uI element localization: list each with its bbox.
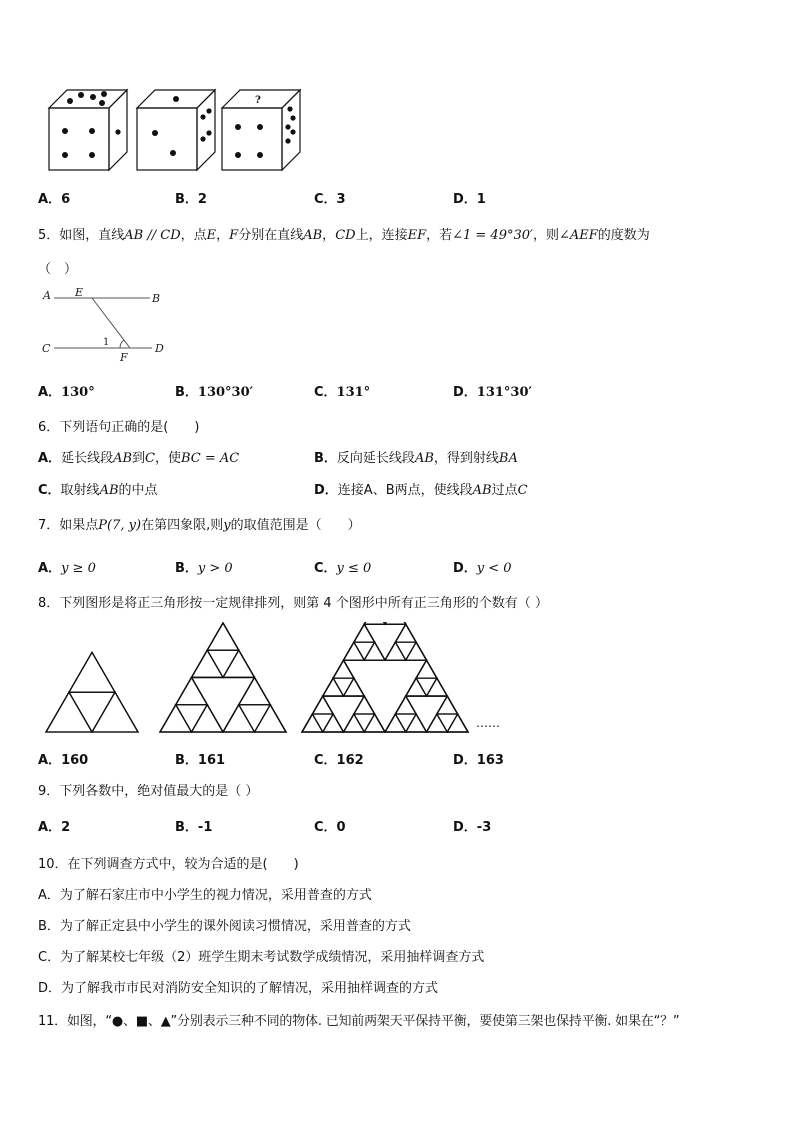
q8-option-a: A．160 [38,753,89,768]
label-angle-1: 1 [103,337,110,348]
triangle-shape [302,714,323,732]
triangle-shape [354,642,375,660]
triangle-shape [302,622,468,732]
dice-figure [45,85,315,175]
q8-option-b: B．161 [175,753,226,768]
triangle-shape [333,660,354,678]
triangle-shape [92,692,138,732]
triangle-shape [364,622,385,624]
q6-stem: 6．下列语句正确的是( ) [38,420,200,435]
triangle-shape [223,650,255,677]
triangle-shape [385,622,406,624]
triangle-shape [406,678,427,696]
triangle-shape [416,660,437,678]
q7-option-a: A．y ≥ 0 [38,561,96,576]
triangle-shape [427,678,448,696]
q8-option-c: C．162 [314,753,364,768]
q6-option-b: B．反向延长线段AB，得到射线BA [314,451,518,466]
label-b: B [152,292,161,305]
q4-option-b: B．2 [175,192,207,207]
q5-option-c: C．131° [314,385,371,400]
q6-option-c: C．取射线AB的中点 [38,483,158,498]
q4-option-a: A．6 [38,192,71,207]
die-3 [222,90,300,170]
triangle-shape [364,714,385,732]
triangle-shape [192,650,224,677]
triangle-shape [207,650,239,677]
triangle-shape [354,624,375,642]
triangle-shape [69,692,115,732]
triangle-shape [192,705,224,732]
label-e: E [75,287,84,299]
triangle-shape [344,678,365,696]
q9-option-a: A．2 [38,820,71,835]
q9-option-d: D．-3 [453,820,492,835]
q7-option-c: C．y ≤ 0 [314,561,372,576]
q5-stem: 5．如图，直线AB // CD，点E，F分别在直线AB，CD上，连接EF，若∠1 = 49°30′，则∠AEF的度数为 [38,228,650,243]
label-c: C [42,342,51,355]
triangle-shape [223,705,255,732]
triangle-pattern-figure [40,622,520,737]
triangle-shape [406,642,427,660]
triangle-shape [395,696,416,714]
q8-option-d: D．163 [453,753,504,768]
q10-option-c: C．为了解某校七年级（2）班学生期末考试数学成绩情况，采用抽样调查方式 [38,950,485,965]
triangle-shape [239,705,271,732]
q9-stem: 9．下列各数中，绝对值最大的是（ ） [38,784,259,799]
q7-option-d: D．y < 0 [453,561,512,576]
triangle-shape [239,677,271,704]
q6-option-a: A．延长线段AB到C，使BC = AC [38,451,240,466]
q10-option-b: B．为了解正定县中小学生的课外阅读习惯情况，采用普查的方式 [38,919,411,934]
q5-option-b: B．130°30′ [175,385,254,400]
triangle-shape [160,705,192,732]
q6-option-d: D．连接A、B两点，使线段AB过点C [314,483,528,498]
triangle-shape [344,714,365,732]
triangle-shape [385,642,406,660]
triangle-shape [354,714,375,732]
triangle-shape [385,714,406,732]
triangle-shape [447,714,468,732]
triangle-shape [427,714,448,732]
triangle-shape [344,622,427,660]
pattern-ellipsis: …… [476,716,500,730]
triangle-shape [354,696,375,714]
q5-option-a: A．130° [38,385,95,400]
q11-stem: 11．如图，“●、■、▲”分别表示三种不同的物体. 已知前两架天平保持平衡，要使第三架也保持平衡. 如果在“？” [38,1014,680,1029]
triangle-shape [69,652,115,692]
triangle-shape [176,705,208,732]
label-d: D [155,342,164,355]
triangle-shape [46,692,92,732]
q9-option-c: C．0 [314,820,346,835]
triangle-shape [323,714,344,732]
q5-stem-line2: （ ） [38,262,78,277]
unknown-face-mark: ? [255,95,261,106]
triangle-shape [312,714,333,732]
triangle-shape [437,696,458,714]
q8-stem: 8．下列图形是将正三角形按一定规律排列，则第 4 个图形中所有正三角形的个数有（ ） [38,596,548,611]
label-a: A [43,289,51,302]
q4-option-c: C．3 [314,192,346,207]
triangle-shape [323,678,344,696]
triangle-shape [395,642,416,660]
triangle-shape [395,714,416,732]
q4-option-d: D．1 [453,192,486,207]
triangle-shape [416,678,437,696]
triangle-shape [406,714,427,732]
triangle-shape [333,678,354,696]
triangle-shape [344,642,365,660]
q10-option-a: A．为了解石家庄市中小学生的视力情况，采用普查的方式 [38,888,372,903]
q9-option-b: B．-1 [175,820,213,835]
q7-stem: 7．如果点P(7, y)在第四象限,则y的取值范围是（ ） [38,518,361,533]
die-1 [49,90,127,170]
triangle-shape [364,642,385,660]
q10-option-d: D．为了解我市市民对消防安全知识的了解情况，采用抽样调查的方式 [38,981,439,996]
q7-option-b: B．y > 0 [175,561,233,576]
q5-option-d: D．131°30′ [453,385,532,400]
label-f: F [120,351,128,362]
triangle-shape [176,677,208,704]
parallel-lines-figure [40,287,180,362]
triangle-shape [437,714,458,732]
q10-stem: 10．在下列调查方式中，较为合适的是( ) [38,857,299,872]
triangle-shape [255,705,287,732]
triangle-shape [395,624,416,642]
triangle-shape [207,623,239,650]
triangle-shape [312,696,333,714]
